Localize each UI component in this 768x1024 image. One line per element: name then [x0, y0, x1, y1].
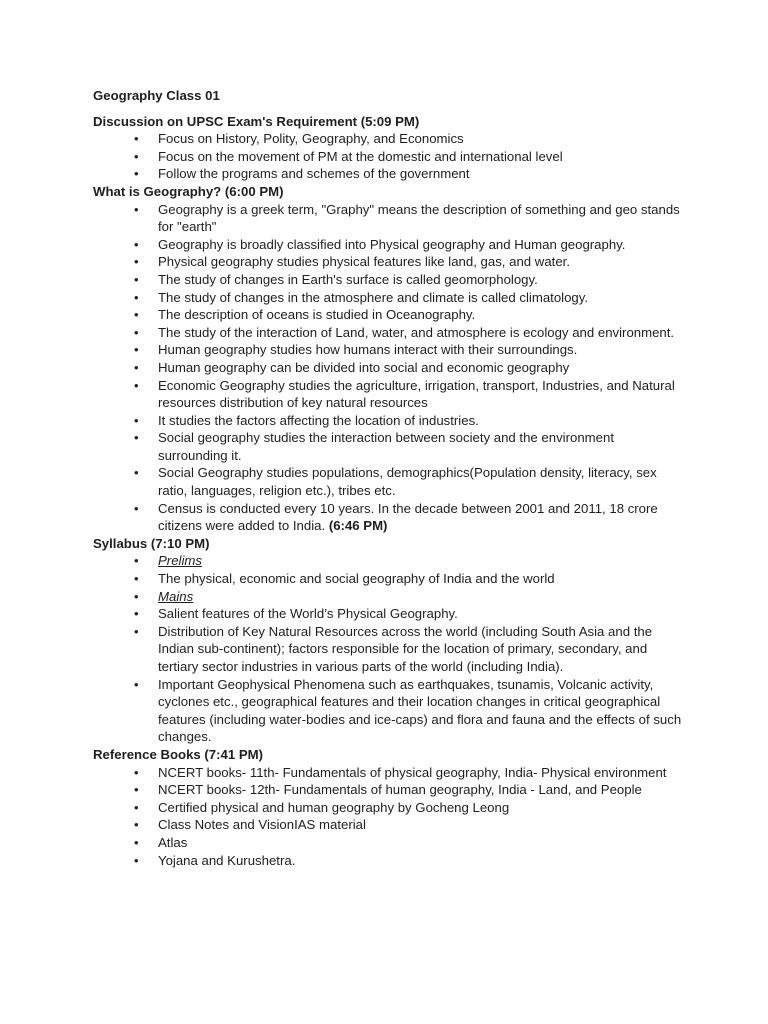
list-item — [93, 764, 683, 782]
list-item — [93, 306, 683, 324]
section-heading: Discussion on UPSC Exam's Requirement (5:09 PM) — [93, 113, 420, 129]
bullet-icon: • — [134, 201, 139, 217]
list-item — [93, 623, 683, 676]
bullet-icon: • — [134, 166, 139, 182]
bullet-icon: • — [134, 834, 139, 850]
list-item-text: NCERT books- 11th- Fundamentals of physical geography, India- Physical environment — [158, 764, 667, 780]
list-item-text: Social geography studies the interaction between society and the environment surrounding it. — [158, 430, 614, 463]
list-item — [93, 676, 683, 746]
list-item-text: Physical geography studies physical features like land, gas, and water. — [158, 254, 570, 270]
bullet-icon: • — [134, 254, 139, 270]
bullet-icon: • — [134, 430, 139, 446]
bullet-icon: • — [134, 131, 139, 147]
list-item — [93, 341, 683, 359]
bullet-icon: • — [134, 271, 139, 287]
list-item-text: Prelims — [158, 553, 202, 569]
bullet-list — [93, 552, 683, 746]
bullet-icon: • — [134, 764, 139, 780]
list-item-text: The study of changes in the atmosphere and climate is called climatology. — [158, 289, 589, 305]
section-heading: Syllabus (7:10 PM) — [93, 535, 210, 551]
list-item — [93, 165, 683, 183]
list-item-text: Human geography can be divided into social and economic geography — [158, 359, 570, 375]
bullet-icon: • — [134, 623, 139, 639]
list-item — [93, 377, 683, 412]
list-item-text: Census is conducted every 10 years. In the decade between 2001 and 2011, 18 crore citizens were added to India. — [158, 500, 658, 534]
list-item-text: It studies the factors affecting the location of industries. — [158, 412, 479, 428]
list-item-text: Economic Geography studies the agriculture, irrigation, transport, Industries, and Natural resources distribution of key natural resources — [158, 377, 675, 411]
list-item-text: Social Geography studies populations, demographics(Population density, literacy, sex ratio, languages, religion etc.), tribes etc. — [158, 465, 657, 499]
list-item-text: The study of changes in Earth's surface is called geomorphology. — [158, 271, 538, 287]
list-item — [93, 816, 683, 834]
list-item — [93, 605, 683, 623]
sections-container — [93, 113, 683, 870]
list-item — [93, 464, 683, 499]
bullet-icon: • — [134, 606, 139, 622]
list-item-text: Yojana and Kurushetra. — [158, 852, 296, 868]
bullet-icon: • — [134, 148, 139, 164]
list-item-text: Focus on the movement of PM at the domestic and international level — [158, 148, 563, 164]
bullet-icon: • — [134, 342, 139, 358]
list-item — [93, 588, 683, 606]
list-item — [93, 852, 683, 870]
section-heading: What is Geography? (6:00 PM) — [93, 183, 284, 199]
list-item — [93, 359, 683, 377]
list-item-text: The study of the interaction of Land, water, and atmosphere is ecology and environment. — [158, 324, 675, 340]
list-item — [93, 412, 683, 430]
bullet-icon: • — [134, 553, 139, 569]
list-item — [93, 552, 683, 570]
bullet-icon: • — [134, 412, 139, 428]
list-item — [93, 148, 683, 166]
timestamp-label: (6:46 PM) — [328, 518, 388, 534]
list-item-text: Follow the programs and schemes of the government — [158, 166, 470, 182]
list-item-text: The physical, economic and social geography of India and the world — [158, 571, 555, 587]
list-item-text: NCERT books- 12th- Fundamentals of human geography, India - Land, and People — [158, 782, 642, 798]
bullet-list — [93, 201, 683, 535]
document-title: Geography Class 01 — [93, 88, 220, 103]
list-item-text: Certified physical and human geography by Gocheng Leong — [158, 799, 510, 815]
list-item — [93, 570, 683, 588]
list-item-text: Focus on History, Polity, Geography, and Economics — [158, 131, 464, 147]
bullet-icon: • — [134, 465, 139, 481]
bullet-icon: • — [134, 588, 139, 604]
list-item — [93, 834, 683, 852]
list-item — [93, 324, 683, 342]
bullet-list — [93, 130, 683, 183]
list-item — [93, 799, 683, 817]
list-item — [93, 271, 683, 289]
list-item — [93, 130, 683, 148]
bullet-icon: • — [134, 307, 139, 323]
bullet-icon: • — [134, 236, 139, 252]
list-item-text: The description of oceans is studied in Oceanography. — [158, 307, 476, 323]
bullet-icon: • — [134, 324, 139, 340]
list-item-text: Atlas — [158, 834, 188, 850]
list-item-text: Human geography studies how humans interact with their surroundings. — [158, 342, 578, 358]
bullet-icon: • — [134, 377, 139, 393]
list-item — [93, 201, 683, 236]
list-item-text: Geography is a greek term, "Graphy" means the description of something and geo stands for "earth" — [158, 201, 680, 235]
list-item — [93, 429, 683, 464]
bullet-icon: • — [134, 500, 139, 516]
list-item — [93, 500, 683, 535]
bullet-icon: • — [134, 817, 139, 833]
bullet-icon: • — [134, 359, 139, 375]
bullet-list — [93, 764, 683, 870]
section-heading: Reference Books (7:41 PM) — [93, 746, 264, 762]
list-item-text: Class Notes and VisionIAS material — [158, 817, 366, 833]
list-item-text: Distribution of Key Natural Resources across the world (including South Asia and the Indian sub-continent); factors responsible for the location of primary, secondary, and tertiary sector industries in various parts of the world (including India). — [158, 623, 653, 674]
list-item — [93, 236, 683, 254]
list-item — [93, 289, 683, 307]
list-item-text: Mains — [158, 588, 194, 604]
bullet-icon: • — [134, 571, 139, 587]
list-item-text: Important Geophysical Phenomena such as earthquakes, tsunamis, Volcanic activity, cyclones etc., geographical features and their location changes in critical geographical features (including water-bodies and ice-caps) and flora and fauna and the effects of such changes. — [158, 676, 682, 745]
list-item — [93, 253, 683, 271]
list-item-text: Salient features of the World’s Physical Geography. — [158, 606, 458, 622]
document-content — [93, 87, 683, 869]
bullet-icon: • — [134, 852, 139, 868]
list-item-text: Geography is broadly classified into Physical geography and Human geography. — [158, 236, 626, 252]
bullet-icon: • — [134, 289, 139, 305]
bullet-icon: • — [134, 799, 139, 815]
bullet-icon: • — [134, 782, 139, 798]
list-item — [93, 781, 683, 799]
bullet-icon: • — [134, 676, 139, 692]
